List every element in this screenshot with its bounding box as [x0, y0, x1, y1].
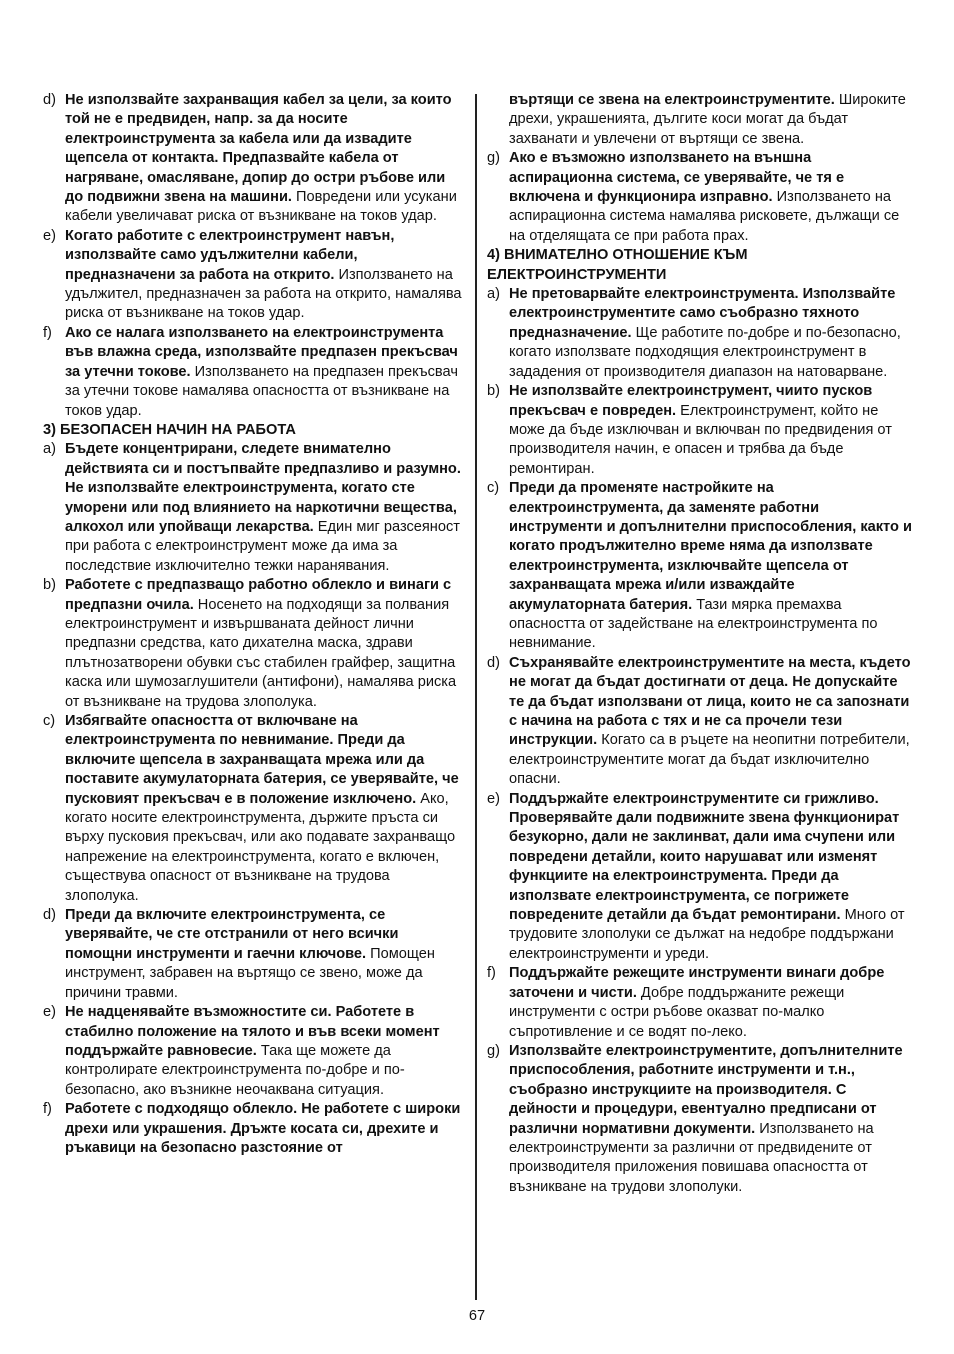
item-text	[65, 227, 465, 324]
item-bold-text: Преди да включите електроинструмента, се уверявайте, че сте отстранили от него всички помощни инструменти и гаечни ключове.	[65, 907, 399, 962]
item-bold-text: Бъдете концентрирани, следете внимателно действията си и постъпвайте предпазливо и разумно. Не използвайте електроинструмента, когато сте уморени или под влиянието на наркотични вещества, алкохол или упойващи лекарства.	[65, 441, 461, 535]
list-item	[43, 227, 465, 324]
item-bold-text: Съхранявайте електроинструментите на места, където не могат да бъдат достигнати от деца. Не допускайте те да бъдат използвани от лица, които не са запознати с начина на работа с тях и не са прочели тези инструкции.	[509, 654, 911, 749]
item-text	[509, 654, 912, 790]
right-column	[487, 91, 912, 1197]
item-bold-text: Ако е възможно използването на външна аспирационна система, се уверявайте, че тя е включена и функционира изправно.	[509, 150, 845, 206]
item-bold-text: Избягвайте опасността от включване на електроинструмента по невнимание. Преди да включите щепсела в захранващата мрежа или да поставите акумулаторната батерия, се уверявайте, че пусковият прекъсвач е в положение изключено.	[65, 713, 459, 807]
item-marker: g)	[487, 1042, 500, 1059]
item-bold-text: Не претоварвайте електроинструмента. Използвайте електроинструментите само съобразно тяхното предназначение.	[509, 286, 896, 341]
item-marker: b)	[43, 577, 56, 594]
item-text	[65, 712, 465, 906]
item-normal-text: Широките дрехи, украшенията, дългите коси могат да бъдат захванати и увлечени от въртящи се звена.	[509, 92, 906, 147]
item-text	[509, 382, 912, 479]
item-marker: c)	[43, 713, 56, 729]
item-bold-text: Не надценявайте възможностите си. Работете в стабилно положение на тялото и във всеки момент поддържайте равновесие.	[65, 1004, 440, 1059]
item-bold-text: Работете с предпазващо работно облекло и винаги с предпазни очила.	[65, 577, 452, 613]
list-item	[487, 91, 912, 149]
item-normal-text: Добре поддържаните режещи инструменти с остри ръбове оказват по-малко съпротивление и се водят по-леко.	[509, 984, 845, 1040]
list-item	[487, 479, 912, 654]
item-normal-text: Когато са в ръцете на неопитни потребители, електроинструментите могат да бъдат изключително опасни.	[509, 732, 910, 788]
item-normal-text: Помощен инструмент, забравен на въртящо се звено, може да причини травми.	[65, 945, 435, 1001]
list-item	[487, 149, 912, 246]
list-item	[487, 1042, 912, 1197]
section-heading: 3) БЕЗОПАСЕН НАЧИН НА РАБОТА	[43, 421, 296, 438]
item-marker: f)	[43, 324, 52, 341]
item-bold-text: Когато работите с електроинструмент навън, използвайте само удължителни кабели, предназначени за работа на открито.	[65, 227, 395, 283]
item-text	[509, 285, 912, 382]
list-item	[487, 790, 912, 965]
list-item	[43, 1100, 465, 1158]
item-normal-text: Използването на предпазен прекъсвач за утечни токове намалява опасността от възникване на токов удар.	[65, 363, 458, 419]
item-text	[65, 440, 465, 576]
item-marker: a)	[487, 286, 500, 303]
item-normal-text: Така ще можете да контролирате електроинструмента по-добре и по-безопасно, ако възникне неочаквана ситуация.	[65, 1042, 405, 1098]
list-item	[487, 285, 912, 382]
page-number: 67	[468, 1308, 486, 1324]
item-bold-text: Не използвайте електроинструмент, чиито пусков прекъсвач е повреден.	[509, 383, 873, 419]
item-marker: c)	[487, 480, 500, 497]
list-item	[487, 964, 912, 1042]
item-marker: d)	[487, 654, 500, 671]
item-normal-text: Тази мярка премахва опасността от задействане на електроинструмента по невнимание.	[509, 596, 878, 652]
item-text	[509, 91, 912, 149]
item-marker: e)	[43, 227, 56, 244]
item-normal-text: Използването на удължител, предназначен за работа на открито, намалява риска от възникване на токов удар.	[65, 266, 462, 322]
item-normal-text: Повредени или усукани кабели увеличават риска от възникване на токов удар.	[65, 189, 457, 225]
item-marker: e)	[487, 790, 500, 807]
item-marker: g)	[487, 150, 500, 167]
item-text	[509, 479, 912, 654]
list-item	[43, 576, 465, 712]
item-text	[65, 576, 465, 712]
item-text	[509, 964, 912, 1042]
item-text	[65, 91, 465, 227]
item-normal-text: Електроинструмент, който не може да бъде изключван и включван по предвидения от производителя начин, е опасен и трябва да бъде ремонтиран.	[509, 402, 892, 477]
list-item	[43, 906, 465, 1003]
list-item	[43, 712, 465, 906]
item-text	[509, 790, 912, 965]
item-bold-text: Използвайте електроинструментите, допълнителните приспособления, работните инструменти и т.н., съобразно инструкциите на производителя. С дейности и процедури, евентуално предписани от различни нормативни документи.	[509, 1042, 903, 1137]
item-bold-text: Не използвайте захранващия кабел за цели, за които той не е предвиден, напр. за да носите електроинструмента за кабела или да извадите щепсела от контакта. Предпазвайте кабела от нагряване, омасляване, допир до остри ръбове или до подвижни звена на машини.	[65, 92, 452, 206]
item-bold-text: Поддържайте електроинструментите си грижливо. Проверявайте дали подвижните звена функционират безукорно, дали не заклинват, дали има счупени или повредени детайли, които нарушават или изменят функциите на електроинструмента. Преди да използвате електроинструмента, се погрижете повредените детайли да бъдат ремонтирани.	[509, 790, 900, 924]
item-bold-text: Ако се налага използването на електроинструмента във влажна среда, използвайте предпазен прекъсвач за утечни токове.	[65, 324, 458, 380]
item-text	[65, 324, 465, 421]
item-marker: f)	[487, 965, 496, 982]
item-marker: d)	[43, 907, 56, 924]
list-item	[487, 654, 912, 790]
item-bold-text: въртящи се звена на електроинструментите.	[509, 92, 835, 108]
left-column	[43, 91, 465, 1158]
item-text	[65, 906, 465, 1003]
item-text	[65, 1100, 465, 1158]
item-normal-text: Много от трудовите злополуки се дължат на недобре поддържани електроинструменти и уреди.	[509, 907, 905, 962]
item-normal-text: Ако, когато носите електроинструмента, държите пръста си върху пусковия прекъсвач, или ако подавате захранващо напрежение на електроинструмента, когато е включен, съществува опасност от възникване на трудова злополука.	[65, 790, 456, 904]
section-heading: 4) ВНИМАТЕЛНО ОТНОШЕНИЕ КЪМ ЕЛЕКТРОИНСТРУМЕНТИ	[487, 247, 748, 283]
item-text	[65, 1003, 465, 1100]
item-marker: a)	[43, 441, 56, 458]
item-text	[509, 149, 912, 246]
list-item	[43, 1003, 465, 1100]
item-marker: d)	[43, 92, 56, 108]
item-normal-text: Носенето на подходящи за полвания електроинструмент и извършваната дейност лични предпазни средства, като дихателна маска, здрави плътнозатворени обувки със стабилен грайфер, защитна каска или шумозаглушители (антифони), намалява риска от възникване на трудова злополука.	[65, 596, 457, 710]
item-normal-text: Използването на електроинструменти за различни от предвидените от производителя приложения повишава опасността от възникване на трудови злополуки.	[509, 1120, 874, 1195]
list-item	[43, 91, 465, 227]
item-text	[509, 1042, 912, 1197]
column-divider	[475, 94, 477, 1300]
item-marker: b)	[487, 383, 500, 400]
item-bold-text: Работете с подходящо облекло. Не работете с широки дрехи или украшения. Дръжте косата си, дрехите и ръкавици на безопасно разстояние от	[65, 1101, 461, 1156]
item-bold-text: Преди да променяте настройките на електроинструмента, да заменяте работни инструменти и допълнителни приспособления, както и когато продължително време няма да използвате електроинструмента, изключвайте щепсела от захранващата мрежа и/или изваждайте акумулаторната батерия.	[509, 480, 912, 613]
item-normal-text: Ще работите по-добре и по-безопасно, когато използвате подходящия електроинструмент в зададения от производителя диапазон на натоварване.	[509, 324, 901, 380]
item-marker: e)	[43, 1004, 56, 1021]
item-normal-text: Използването на аспирационна система намалява рисковете, дължащи се на отделящата се при работа прах.	[509, 189, 900, 244]
item-marker: f)	[43, 1101, 52, 1118]
list-item	[487, 382, 912, 479]
item-bold-text: Поддържайте режещите инструменти винаги добре заточени и чисти.	[509, 965, 885, 1001]
item-marker	[487, 91, 509, 149]
item-normal-text: Един миг разсеяност при работа с електроинструмент може да има за последствие изключително тежки наранявания.	[65, 518, 460, 574]
list-item	[43, 440, 465, 576]
list-item	[43, 324, 465, 421]
